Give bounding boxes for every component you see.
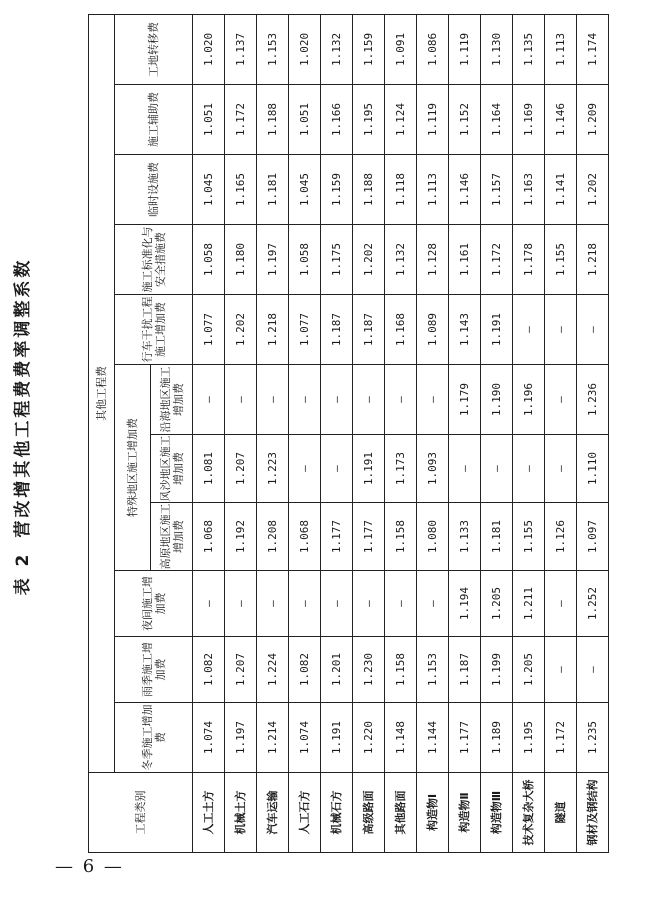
table-cell: 1.113 xyxy=(417,155,449,225)
table-cell: — xyxy=(289,365,321,435)
table-cell: 1.207 xyxy=(225,435,257,503)
table-cell: 1.155 xyxy=(545,225,577,295)
table-cell: 1.051 xyxy=(193,85,225,155)
table-cell: 1.124 xyxy=(385,85,417,155)
table-cell: 1.133 xyxy=(449,503,481,571)
header-safety: 施工标准化与安全措施费 xyxy=(115,225,193,295)
table-cell: — xyxy=(449,435,481,503)
row-category: 人工石方 xyxy=(289,773,321,853)
row-category: 高级路面 xyxy=(353,773,385,853)
table-cell: 1.235 xyxy=(577,703,609,773)
table-cell: — xyxy=(289,435,321,503)
row-category: 机械石方 xyxy=(321,773,353,853)
table-cell: 1.077 xyxy=(193,295,225,365)
header-sandstorm: 风沙地区施工增加费 xyxy=(151,435,193,503)
table-cell: 1.153 xyxy=(417,637,449,703)
table-cell: 1.191 xyxy=(321,703,353,773)
table-cell: 1.192 xyxy=(225,503,257,571)
table-cell: — xyxy=(257,365,289,435)
table-cell: — xyxy=(193,365,225,435)
table-cell: 1.126 xyxy=(545,503,577,571)
table-cell: 1.113 xyxy=(545,14,577,84)
table-cell: 1.172 xyxy=(225,85,257,155)
table-cell: 1.224 xyxy=(257,637,289,703)
table-cell: 1.199 xyxy=(481,637,513,703)
table-row xyxy=(225,14,257,852)
table-cell: — xyxy=(545,295,577,365)
table-row xyxy=(353,14,385,852)
row-category: 构造物Ⅱ xyxy=(449,773,481,853)
table-cell: 1.130 xyxy=(481,14,513,84)
table-cell: 1.252 xyxy=(577,571,609,637)
table-cell: — xyxy=(577,637,609,703)
table-cell: 1.119 xyxy=(417,85,449,155)
table-cell: — xyxy=(545,435,577,503)
table-cell: 1.214 xyxy=(257,703,289,773)
table-row xyxy=(385,14,417,852)
row-category: 技术复杂大桥 xyxy=(513,773,545,853)
table-cell: 1.128 xyxy=(417,225,449,295)
table-cell: 1.169 xyxy=(513,85,545,155)
table-cell: 1.177 xyxy=(321,503,353,571)
table-cell: — xyxy=(321,365,353,435)
table-cell: 1.189 xyxy=(481,703,513,773)
table-cell: 1.201 xyxy=(321,637,353,703)
table-cell: 1.132 xyxy=(321,14,353,84)
table-cell: — xyxy=(385,571,417,637)
table-cell: 1.051 xyxy=(289,85,321,155)
table-cell: 1.135 xyxy=(513,14,545,84)
table-cell: — xyxy=(353,365,385,435)
table-cell: 1.118 xyxy=(385,155,417,225)
table-row xyxy=(257,14,289,852)
table-cell: 1.020 xyxy=(193,14,225,84)
header-winter: 冬季施工增加费 xyxy=(115,703,193,773)
table-cell: 1.045 xyxy=(193,155,225,225)
header-night: 夜间施工增加费 xyxy=(115,571,193,637)
table-row xyxy=(449,14,481,852)
table-row xyxy=(289,14,321,852)
table-cell: 1.202 xyxy=(577,155,609,225)
table-cell: 1.081 xyxy=(193,435,225,503)
table-cell: 1.132 xyxy=(385,225,417,295)
table-cell: — xyxy=(225,571,257,637)
table-cell: 1.196 xyxy=(513,365,545,435)
table-cell: 1.172 xyxy=(481,225,513,295)
row-category: 其他路面 xyxy=(385,773,417,853)
table-cell: 1.181 xyxy=(481,503,513,571)
table-cell: 1.158 xyxy=(385,503,417,571)
table-cell: 1.181 xyxy=(257,155,289,225)
table-cell: 1.177 xyxy=(449,703,481,773)
table-cell: 1.191 xyxy=(353,435,385,503)
row-category: 构造物Ⅲ xyxy=(481,773,513,853)
table-cell: — xyxy=(513,295,545,365)
table-cell: 1.158 xyxy=(385,637,417,703)
table-cell: 1.068 xyxy=(193,503,225,571)
row-category: 钢材及钢结构 xyxy=(577,773,609,853)
header-transfer: 工地转移费 xyxy=(115,14,193,84)
table-cell: 1.178 xyxy=(513,225,545,295)
table-cell: 1.093 xyxy=(417,435,449,503)
page-number: — 6 — xyxy=(55,856,124,877)
table-cell: — xyxy=(481,435,513,503)
table-cell: — xyxy=(545,365,577,435)
table-cell: 1.223 xyxy=(257,435,289,503)
table-cell: 1.091 xyxy=(385,14,417,84)
table-cell: 1.191 xyxy=(481,295,513,365)
row-category: 构造物Ⅰ xyxy=(417,773,449,853)
table-cell: 1.180 xyxy=(225,225,257,295)
table-cell: 1.159 xyxy=(321,155,353,225)
table-cell: 1.074 xyxy=(289,703,321,773)
header-plateau: 高原地区施工增加费 xyxy=(151,503,193,571)
table-cell: 1.173 xyxy=(385,435,417,503)
table-cell: 1.163 xyxy=(513,155,545,225)
table-cell: 1.177 xyxy=(353,503,385,571)
table-cell: — xyxy=(193,571,225,637)
table-cell: 1.205 xyxy=(513,637,545,703)
row-category: 隧道 xyxy=(545,773,577,853)
table-title xyxy=(8,0,33,853)
table-cell: 1.236 xyxy=(577,365,609,435)
row-category: 人工土方 xyxy=(193,773,225,853)
table-cell: 1.143 xyxy=(449,295,481,365)
table-cell: — xyxy=(577,295,609,365)
table-cell: 1.045 xyxy=(289,155,321,225)
table-cell: — xyxy=(385,365,417,435)
row-category: 机械土方 xyxy=(225,773,257,853)
table-cell: 1.144 xyxy=(417,703,449,773)
table-cell: 1.202 xyxy=(353,225,385,295)
table-cell: 1.157 xyxy=(481,155,513,225)
table-cell: 1.137 xyxy=(225,14,257,84)
table-cell: 1.202 xyxy=(225,295,257,365)
table-body xyxy=(193,14,609,852)
table-cell: 1.205 xyxy=(481,571,513,637)
table-cell: 1.097 xyxy=(577,503,609,571)
table-cell: — xyxy=(321,571,353,637)
table-cell: 1.187 xyxy=(353,295,385,365)
table-cell: 1.082 xyxy=(193,637,225,703)
table-cell: 1.148 xyxy=(385,703,417,773)
table-cell: 1.074 xyxy=(193,703,225,773)
table-row xyxy=(321,14,353,852)
table-cell: 1.165 xyxy=(225,155,257,225)
table-cell: 1.161 xyxy=(449,225,481,295)
table-cell: 1.152 xyxy=(449,85,481,155)
table-cell: 1.207 xyxy=(225,637,257,703)
row-category: 汽车运输 xyxy=(257,773,289,853)
table-cell: 1.166 xyxy=(321,85,353,155)
table-cell: 1.174 xyxy=(577,14,609,84)
table-caption: 营改增其他工程费费率调整系数 xyxy=(13,257,33,538)
table-cell: — xyxy=(321,435,353,503)
table-row xyxy=(193,14,225,852)
table-cell: 1.155 xyxy=(513,503,545,571)
table-cell: — xyxy=(289,571,321,637)
table-cell: 1.110 xyxy=(577,435,609,503)
table-cell: 1.188 xyxy=(353,155,385,225)
header-special-region: 特殊地区施工增加费 xyxy=(115,365,151,571)
table-cell: — xyxy=(257,571,289,637)
table-cell: — xyxy=(417,571,449,637)
table-cell: 1.119 xyxy=(449,14,481,84)
table-cell: 1.089 xyxy=(417,295,449,365)
table-cell: — xyxy=(513,435,545,503)
table-cell: — xyxy=(417,365,449,435)
table-cell: 1.164 xyxy=(481,85,513,155)
table-row xyxy=(545,14,577,852)
table-row xyxy=(417,14,449,852)
header-rainy: 雨季施工增加费 xyxy=(115,637,193,703)
table-cell: 1.159 xyxy=(353,14,385,84)
table-cell: 1.082 xyxy=(289,637,321,703)
header-other-fees: 其他工程费 xyxy=(89,14,115,772)
table-cell: 1.190 xyxy=(481,365,513,435)
table-cell: 1.172 xyxy=(545,703,577,773)
table-cell: — xyxy=(353,571,385,637)
table-cell: 1.175 xyxy=(321,225,353,295)
table-cell: 1.077 xyxy=(289,295,321,365)
table-row xyxy=(513,14,545,852)
table-cell: 1.146 xyxy=(545,85,577,155)
table-cell: — xyxy=(545,571,577,637)
table-cell: 1.197 xyxy=(257,225,289,295)
table-cell: 1.195 xyxy=(513,703,545,773)
table-cell: 1.209 xyxy=(577,85,609,155)
table-cell: 1.020 xyxy=(289,14,321,84)
table-cell: 1.188 xyxy=(257,85,289,155)
table-cell: 1.230 xyxy=(353,637,385,703)
table-cell: 1.211 xyxy=(513,571,545,637)
table-cell: — xyxy=(545,637,577,703)
table-cell: 1.168 xyxy=(385,295,417,365)
table-cell: 1.179 xyxy=(449,365,481,435)
table-cell: 1.218 xyxy=(577,225,609,295)
table-cell: 1.146 xyxy=(449,155,481,225)
table-cell: — xyxy=(225,365,257,435)
table-cell: 1.141 xyxy=(545,155,577,225)
table-cell: 1.195 xyxy=(353,85,385,155)
coefficient-table xyxy=(88,14,609,853)
table-cell: 1.058 xyxy=(289,225,321,295)
table-row xyxy=(577,14,609,852)
table-cell: 1.197 xyxy=(225,703,257,773)
table-cell: 1.153 xyxy=(257,14,289,84)
table-cell: 1.080 xyxy=(417,503,449,571)
header-traffic: 行车干扰工程施工增加费 xyxy=(115,295,193,365)
table-cell: 1.086 xyxy=(417,14,449,84)
header-temporary: 临时设施费 xyxy=(115,155,193,225)
table-cell: 1.068 xyxy=(289,503,321,571)
table-cell: 1.187 xyxy=(321,295,353,365)
table-cell: 1.208 xyxy=(257,503,289,571)
table-row xyxy=(481,14,513,852)
header-auxiliary: 施工辅助费 xyxy=(115,85,193,155)
table-cell: 1.058 xyxy=(193,225,225,295)
table-cell: 1.220 xyxy=(353,703,385,773)
table-cell: 1.194 xyxy=(449,571,481,637)
header-category: 工程类别 xyxy=(89,773,193,853)
header-coastal: 沿海地区施工增加费 xyxy=(151,365,193,435)
table-number: 表 2 xyxy=(13,551,33,596)
table-cell: 1.218 xyxy=(257,295,289,365)
table-cell: 1.187 xyxy=(449,637,481,703)
